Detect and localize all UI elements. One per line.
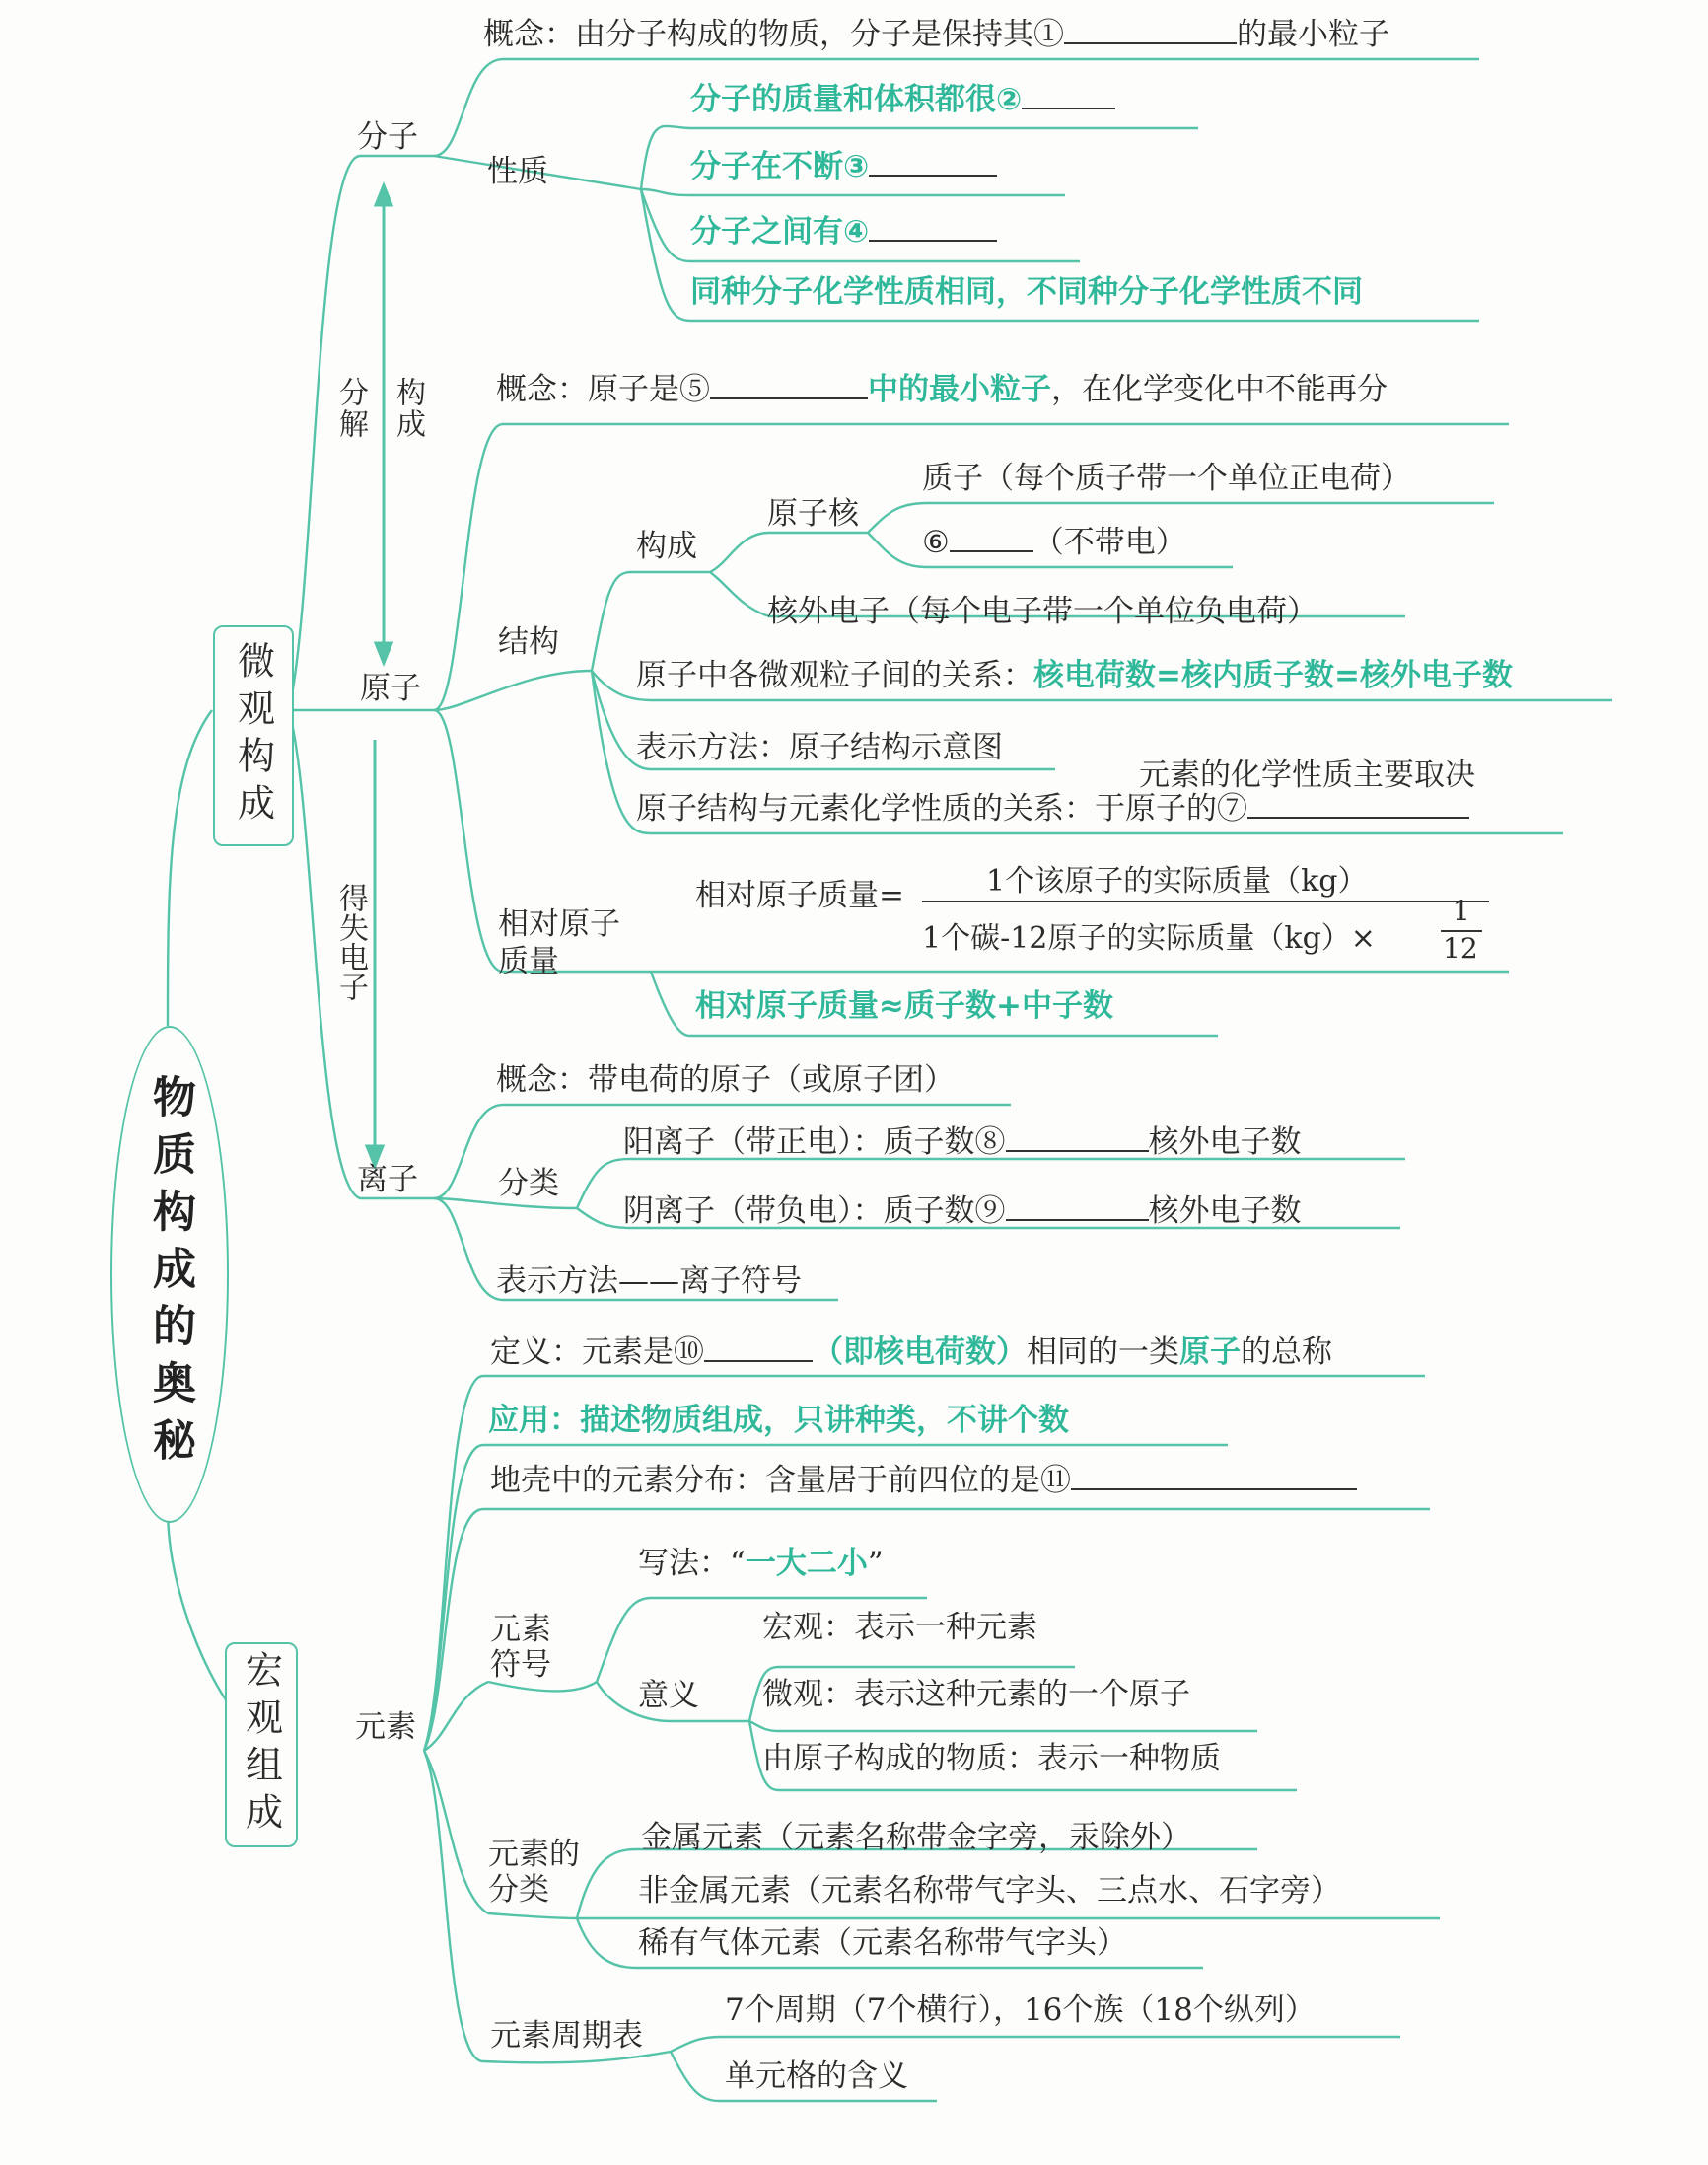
blank-9 (1006, 1219, 1149, 1221)
particle-relation (636, 658, 1513, 694)
fraction-num: 1 (1453, 895, 1470, 927)
electron-transfer-label: 得失电子 (333, 883, 368, 1001)
atom-label: 原子 (360, 671, 421, 706)
meaning-label: 意义 (638, 1678, 699, 1713)
element-class-label-text: 元素的分类 (488, 1837, 580, 1908)
blank-7 (1247, 817, 1469, 819)
element-def-d: 原子 (1179, 1335, 1241, 1370)
root-node (110, 1026, 229, 1523)
ion-concept: 概念：带电荷的原子（或原子团） (496, 1062, 955, 1098)
element-def-c: 相同的一类 (1027, 1335, 1179, 1370)
blank-5 (710, 397, 868, 399)
relative-mass-numerator: 1个该原子的实际质量（kg） (986, 864, 1368, 899)
molecule-concept-text: 概念：由分子构成的物质，分子是保持其① (483, 17, 1064, 52)
blank-2 (1022, 108, 1115, 109)
molecule-label: 分子 (357, 119, 418, 155)
molecule-property-4: 同种分子化学性质相同，不同种分子化学性质不同 (690, 274, 1363, 310)
ion-label: 离子 (357, 1162, 418, 1197)
relative-mass-approx: 相对原子质量≈质子数+中子数 (695, 988, 1113, 1024)
element-label: 元素 (355, 1709, 416, 1745)
fraction-den: 12 (1443, 932, 1478, 965)
atom-concept-b: 中的最小粒子 (868, 372, 1051, 407)
meaning-substance: 由原子构成的物质：表示一种物质 (762, 1741, 1221, 1776)
element-crust (490, 1463, 1357, 1499)
metal-class: 金属元素（元素名称带金字旁，汞除外） (641, 1820, 1191, 1855)
chem-relation-text: 原子结构与元素化学性质的关系：于原子的⑦ (636, 791, 1247, 827)
neutron-a: ⑥ (922, 525, 950, 560)
element-def-e: 的总称 (1241, 1335, 1332, 1370)
neutron-item (922, 525, 1186, 561)
macro-node (225, 1642, 298, 1847)
noble-gas-class: 稀有气体元素（元素名称带气字头） (638, 1925, 1127, 1961)
micro-node (213, 625, 294, 846)
relative-mass-denominator: 1个碳-12原子的实际质量（kg）× (922, 921, 1376, 956)
periodic-periods: 7个周期（7个横行），16个族（18个纵列） (725, 1992, 1316, 2028)
atom-concept (496, 372, 1388, 408)
composition-label: 构成 (636, 529, 697, 564)
atom-concept-c: ，在化学变化中不能再分 (1051, 372, 1388, 407)
element-crust-text: 地壳中的元素分布：含量居于前四位的是⑪ (490, 1463, 1071, 1498)
blank-8 (1006, 1150, 1149, 1152)
blank-10 (704, 1360, 813, 1362)
writing-b: “ (730, 1546, 746, 1581)
writing-d: ” (867, 1546, 884, 1581)
symbol-label (490, 1612, 559, 1683)
element-def-b: （即核电荷数） (813, 1335, 1027, 1370)
blank-6 (950, 550, 1033, 552)
molecule-property-1-text: 分子的质量和体积都很② (690, 82, 1023, 117)
atom-concept-a: 概念：原子是⑤ (496, 372, 710, 407)
property-label: 性质 (487, 154, 548, 189)
nonmetal-class: 非金属元素（元素名称带气字头、三点水、石字旁） (638, 1873, 1341, 1909)
anion-a: 阴离子（带负电）：质子数⑨ (623, 1193, 1006, 1229)
molecule-concept-end: 的最小粒子 (1237, 17, 1389, 52)
macro-label: 宏观组成 (239, 1650, 283, 1840)
relative-mass-formula-left: 相对原子质量= (695, 878, 904, 913)
chem-relation-top: 元素的化学性质主要取决 (1139, 758, 1475, 793)
symbol-label-text: 元素符号 (490, 1612, 551, 1683)
ion-class-label: 分类 (498, 1166, 559, 1201)
periodic-cell-meaning: 单元格的含义 (725, 2058, 908, 2094)
decompose-label: 分解 (333, 377, 368, 440)
relative-mass-fraction-bar (922, 901, 1489, 902)
electron-item: 核外电子（每个电子带一个单位负电荷） (767, 594, 1317, 629)
meaning-micro: 微观：表示这种元素的一个原子 (762, 1677, 1190, 1712)
proton-item: 质子（每个质子带一个单位正电荷） (922, 461, 1411, 496)
relative-mass-label-text: 相对原子质量 (498, 906, 620, 979)
molecule-property-3 (690, 214, 997, 251)
micro-label: 微观构成 (231, 641, 275, 830)
meaning-macro: 宏观：表示一种元素 (762, 1610, 1037, 1645)
nucleus-label: 原子核 (767, 496, 859, 532)
molecule-property-2 (690, 149, 997, 185)
chem-relation (636, 791, 1469, 828)
element-application: 应用：描述物质组成，只讲种类，不讲个数 (488, 1403, 1069, 1438)
element-class-label (488, 1837, 597, 1908)
blank-3 (869, 175, 997, 177)
neutron-b: （不带电） (1032, 525, 1186, 560)
writing-c: 一大二小 (745, 1546, 868, 1581)
relation-b: 核电荷数=核内质子数=核外电子数 (1033, 658, 1513, 693)
symbol-writing (638, 1546, 884, 1582)
relation-a: 原子中各微观粒子间的关系： (636, 658, 1033, 693)
writing-a: 写法： (638, 1546, 730, 1581)
structure-label: 结构 (498, 624, 559, 660)
molecule-property-2-text: 分子在不断③ (690, 149, 870, 184)
molecule-property-3-text: 分子之间有④ (690, 214, 870, 250)
molecule-property-1 (690, 82, 1115, 118)
anion-item (623, 1193, 1302, 1230)
element-def-a: 定义：元素是⑩ (490, 1335, 704, 1370)
cation-b: 核外电子数 (1148, 1124, 1302, 1160)
compose-label: 构成 (391, 377, 425, 440)
anion-b: 核外电子数 (1148, 1193, 1302, 1229)
cation-a: 阳离子（带正电）：质子数⑧ (623, 1124, 1006, 1160)
atom-representation: 表示方法：原子结构示意图 (636, 730, 1003, 765)
root-label: 物质构成的奥秘 (145, 1074, 195, 1475)
ion-representation: 表示方法——离子符号 (496, 1263, 802, 1299)
periodic-label: 元素周期表 (490, 2018, 643, 2054)
blank-4 (869, 240, 997, 242)
element-definition (490, 1335, 1332, 1371)
blank-1 (1064, 42, 1237, 44)
molecule-concept (483, 17, 1389, 53)
blank-11 (1071, 1488, 1357, 1490)
relative-mass-label (498, 905, 641, 980)
cation-item (623, 1124, 1302, 1161)
